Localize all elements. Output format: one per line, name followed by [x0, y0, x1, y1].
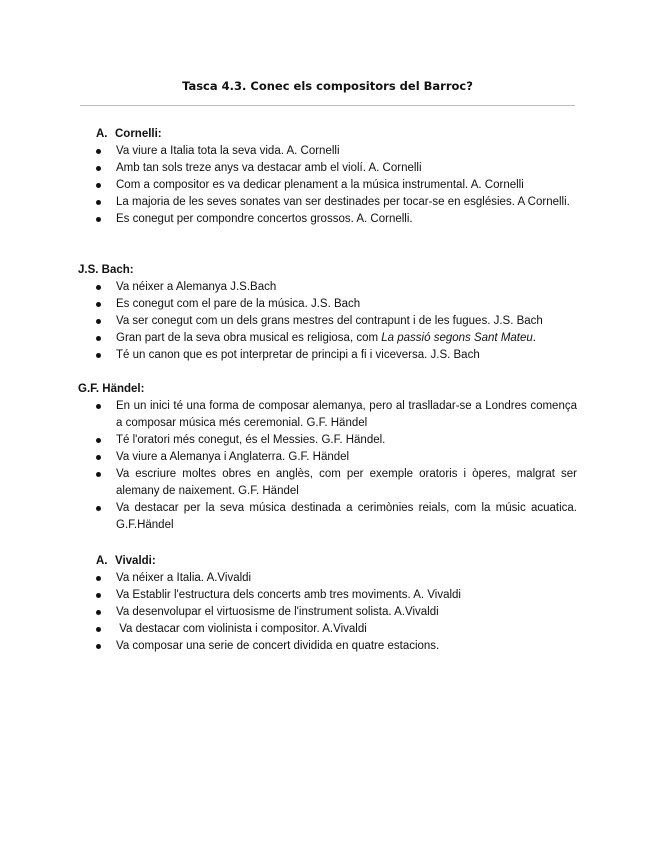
list-item: Va ser conegut com un dels grans mestres del contrapunt i de les fugues. J.S. Bach [0, 313, 577, 330]
list-item: Com a compositor es va dedicar plenament a la música instrumental. A. Cornelli [0, 177, 577, 194]
bullet-icon [96, 472, 101, 477]
section-letter: A. [96, 128, 108, 140]
list-item: Va néixer a Alemanya J.S.Bach [0, 279, 577, 296]
bullet-icon [96, 319, 101, 324]
list-item: Gran part de la seva obra musical es religiosa, com La passió segons Sant Mateu. [0, 330, 577, 347]
bullet-icon [96, 610, 101, 615]
bullet-icon [96, 627, 101, 632]
bullet-icon [96, 302, 101, 307]
list-item: Va desenvolupar el virtuosisme de l'instrument solista. A.Vivaldi [0, 604, 577, 621]
work-title: La passió segons Sant Mateu [381, 332, 533, 344]
bullet-icon [96, 455, 101, 460]
list-item: Va escriure moltes obres en anglès, com per exemple oratoris i òperes, malgrat ser alemany de naixement. G.F. Händel [0, 466, 577, 500]
section-title: Vivaldi: [115, 555, 156, 567]
list-item: Amb tan sols treze anys va destacar amb el violí. A. Cornelli [0, 160, 577, 177]
list-item: Va destacar per la seva música destinada a cerimònies reials, com la músic acuatica. G.F.Händel [0, 500, 577, 534]
bullet-icon [96, 166, 101, 171]
bullet-icon [96, 438, 101, 443]
bullet-icon [96, 183, 101, 188]
section-vivaldi [0, 553, 655, 655]
list-item: En un inici té una forma de composar alemanya, pero al traslladar-se a Londres comença a composar música més ceremonial. G.F. Händel [0, 398, 577, 432]
bullet-icon [96, 285, 101, 290]
list-item: Va Establir l'estructura dels concerts amb tres moviments. A. Vivaldi [0, 587, 577, 604]
section-bach [0, 262, 655, 364]
list-item: Té l'oratori més conegut, és el Messies. G.F. Händel. [0, 432, 577, 449]
fact-list [0, 279, 655, 364]
section-heading [0, 553, 655, 570]
list-item: Es conegut per compondre concertos grossos. A. Cornelli. [0, 211, 577, 228]
bullet-icon [96, 149, 101, 154]
list-item: Va viure a Italia tota la seva vida. A. Cornelli [0, 143, 577, 160]
list-item: La majoria de les seves sonates van ser destinades per tocar-se en esglésies. A Cornelli. [0, 194, 577, 211]
page-title: Tasca 4.3. Conec els compositors del Barroc? [182, 79, 473, 93]
section-cornelli [0, 126, 655, 228]
section-handel [0, 381, 655, 534]
section-title: J.S. Bach: [78, 264, 134, 276]
fact-list [0, 398, 655, 534]
bullet-icon [96, 217, 101, 222]
fact-list [0, 143, 655, 228]
list-item: Va viure a Alemanya i Anglaterra. G.F. Händel [0, 449, 577, 466]
list-item: Té un canon que es pot interpretar de principi a fi i viceversa. J.S. Bach [0, 347, 577, 364]
section-letter: A. [96, 555, 108, 567]
bullet-icon [96, 336, 101, 341]
bullet-icon [96, 576, 101, 581]
bullet-icon [96, 644, 101, 649]
bullet-icon [96, 593, 101, 598]
fact-list [0, 570, 655, 655]
title-divider [80, 105, 575, 106]
section-heading [0, 126, 655, 143]
list-item: Es conegut com el pare de la música. J.S. Bach [0, 296, 577, 313]
bullet-icon [96, 506, 101, 511]
list-item: Va destacar com violinista i compositor. A.Vivaldi [0, 621, 577, 638]
bullet-icon [96, 404, 101, 409]
bullet-icon [96, 200, 101, 205]
list-item: Va composar una serie de concert dividida en quatre estacions. [0, 638, 577, 655]
section-title: Cornelli: [115, 128, 162, 140]
list-item: Va néixer a Italia. A.Vivaldi [0, 570, 577, 587]
section-title: G.F. Händel: [78, 383, 145, 395]
bullet-icon [96, 353, 101, 358]
